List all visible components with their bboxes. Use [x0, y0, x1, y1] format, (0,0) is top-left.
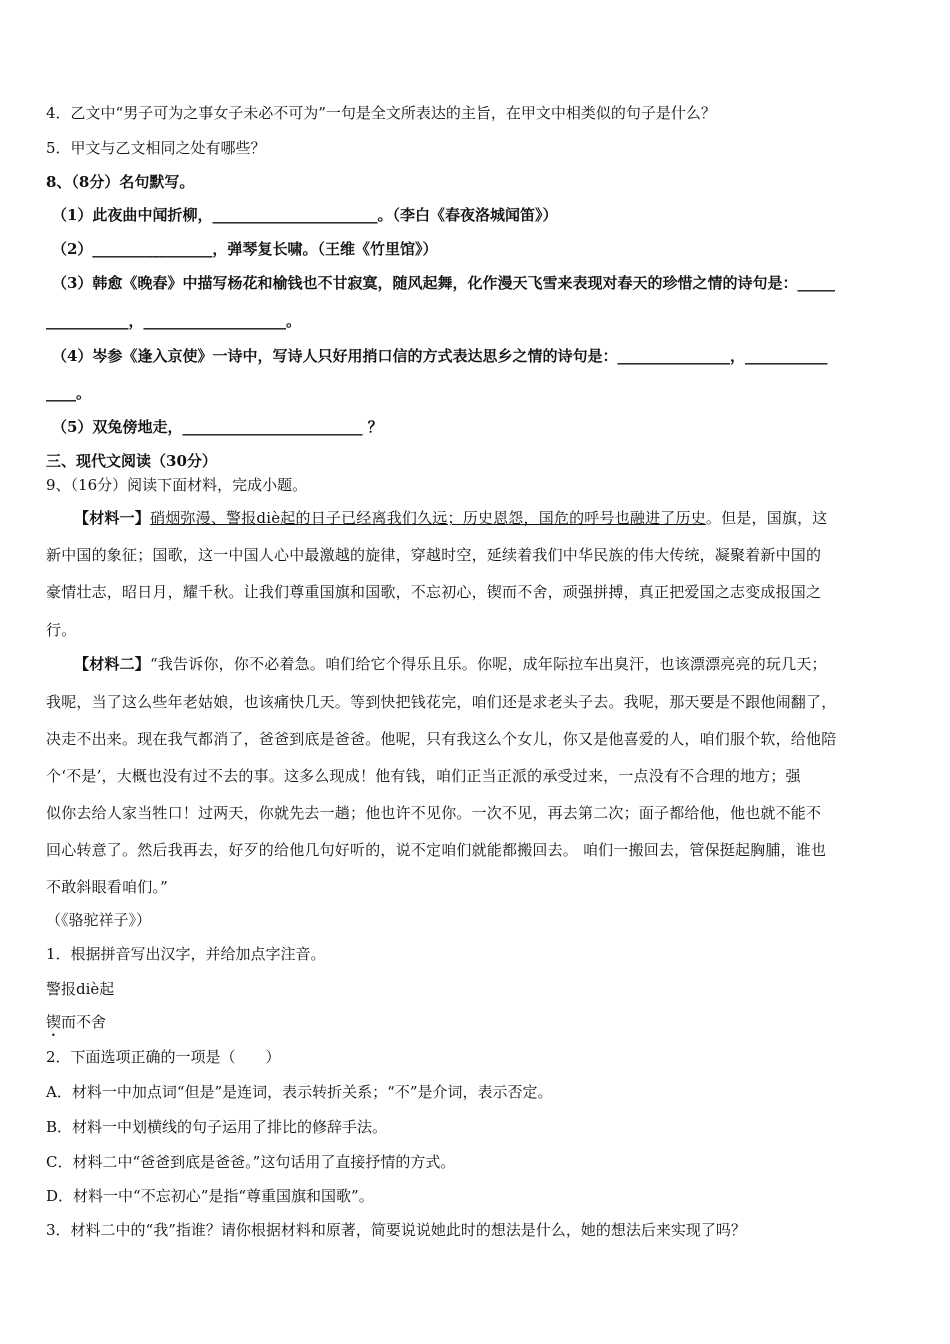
- question-9: 9、（16分）阅读下面材料，完成小题。: [46, 476, 308, 494]
- option-a: A．材料一中加点词“但是”是连词，表示转折关系；“不”是介词，表示否定。: [46, 1083, 553, 1101]
- material-1-line-3: 豪情壮志，昭日月，耀千秋。让我们尊重国旗和国歌，不忘初心，锲而不舍，顽强拼搏，真正把爱国之志变成报国之: [46, 583, 822, 601]
- material-2-line-7: 不敢斜眼看咱们。”: [46, 878, 168, 896]
- material-2-source: （《骆驼祥子》）: [46, 911, 152, 929]
- question-8-title: 8、（8分）名句默写。: [46, 173, 195, 191]
- material-2-line-4: 个‘不是’，大概也没有过不去的事。这多么现成！他有钱，咱们正当正派的承受过来，一点没有不合理的地方；强: [46, 767, 801, 785]
- option-d: D．材料一中“不忘初心”是指“尊重国旗和国歌”。: [46, 1187, 374, 1205]
- sub-question-1: 1．根据拼音写出汉字，并给加点字注音。: [46, 945, 326, 963]
- sub-question-3: 3．材料二中的“我”指谁？请你根据材料和原著，简要说说她此时的想法是什么，她的想法后来实现了吗？: [46, 1221, 746, 1239]
- material-2-line-5: 似你去给人家当牲口！过两天，你就先去一趟；他也许不见你。一次不见，再去第二次；面子都给他，他也就不能不: [46, 804, 822, 822]
- dotted-char: 锲: [46, 1013, 62, 1031]
- q8-item-3: （3）韩愈《晚春》中描写杨花和榆钱也不甘寂寞，随风起舞，化作漫天飞雪来表现对春天的珍惜之情的诗句是：_____: [52, 274, 835, 292]
- material-2-line-3: 决走不出来。现在我气都消了，爸爸到底是爸爸。他呢，只有我这么个女儿，你又是他喜爱的人，咱们服个软，给他陪: [46, 730, 837, 748]
- material-2-line-1: [74, 654, 827, 674]
- material-2-line-6: 回心转意了。然后我再去，好歹的给他几句好听的，说不定咱们就能都搬回去。 咱们一搬回去，管保挺起胸脯，谁也: [46, 841, 827, 859]
- question-5: 5．甲文与乙文相同之处有哪些？: [46, 139, 266, 157]
- q8-item-5: （5）双兔傍地走，________________________ ？: [52, 418, 383, 436]
- sub-question-1a: 警报diè起: [46, 980, 115, 998]
- option-c: C．材料二中“爸爸到底是爸爸。”这句话用了直接抒情的方式。: [46, 1153, 456, 1171]
- material-2-label: 【材料二】: [74, 655, 151, 673]
- sub-question-1b: [46, 1012, 106, 1040]
- question-4: 4．乙文中“男子可为之事女子未必不可为”一句是全文所表达的主旨，在甲文中相类似的句子是什么？: [46, 104, 716, 122]
- sub-question-1b-rest: 而不舍: [61, 1013, 107, 1031]
- q8-item-2: （2）________________，弹琴复长啸。（王维《竹里馆》）: [52, 240, 438, 258]
- material-1-underlined: 硝烟弥漫、警报diè起的日子已经离我们久远；历史恩怨，国危的呼号也融进了历史: [150, 509, 706, 527]
- q8-item-4-cont: ____。: [46, 384, 92, 402]
- option-b: B．材料一中划横线的句子运用了排比的修辞手法。: [46, 1118, 388, 1136]
- sub-question-2: 2．下面选项正确的一项是（ ）: [46, 1048, 281, 1066]
- material-1-line-2: 新中国的象征；国歌，这一中国人心中最激越的旋律，穿越时空，延续着我们中华民族的伟大传统，凝聚着新中国的: [46, 546, 822, 564]
- q8-item-3-cont: ___________，___________________。: [46, 312, 302, 330]
- material-1-line-1: [74, 508, 828, 528]
- section-3-title: 三、现代文阅读（30分）: [46, 452, 217, 470]
- material-1-line-4: 行。: [46, 621, 77, 639]
- material-1-rest: 。但是，国旗，这: [705, 509, 828, 527]
- material-1-label: 【材料一】: [74, 509, 151, 527]
- material-2-rest: “我告诉你，你不必着急。咱们给它个得乐且乐。你呢，成年际拉车出臭汗，也该漂漂亮亮的玩几天；: [150, 655, 827, 673]
- q8-item-1: （1）此夜曲中闻折柳，______________________。（李白《春夜洛城闻笛》）: [52, 206, 558, 224]
- material-2-line-2: 我呢，当了这么些年老姑娘，也该痛快几天。等到快把钱花完，咱们还是求老头子去。我呢，那天要是不跟他闹翻了，: [46, 693, 837, 711]
- q8-item-4: （4）岑参《逢入京使》一诗中，写诗人只好用捎口信的方式表达思乡之情的诗句是：_______________，___________: [52, 347, 828, 365]
